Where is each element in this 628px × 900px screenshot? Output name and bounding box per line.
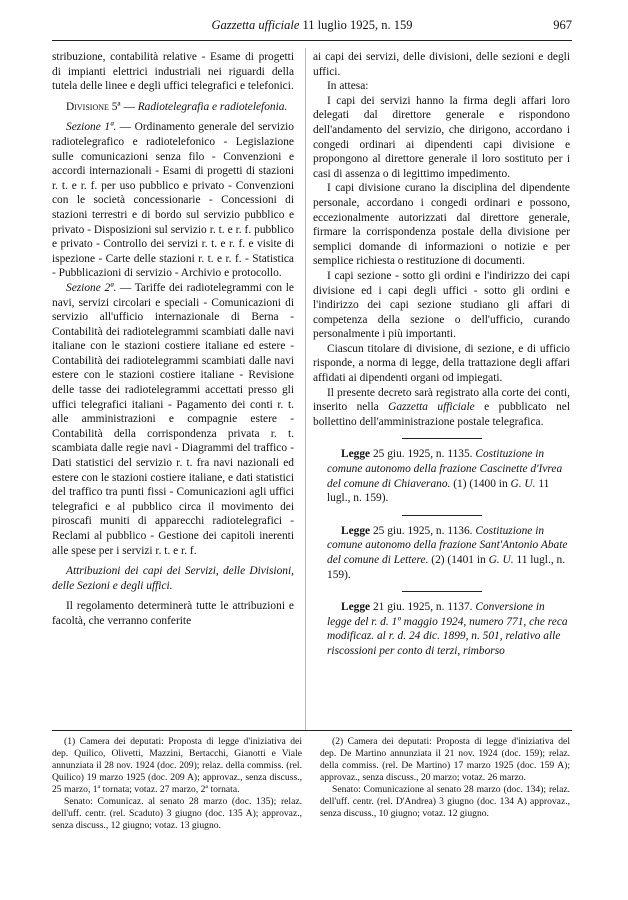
law-title: Costituzione in comune autonomo della frazione Sant'Antonio Abate del comune di Lettere. — [327, 524, 568, 566]
titolare-paragraph: Ciascun titolare di divisione, di sezione, e di ufficio risponde, a norma di legge, della trattazione degli affari affidati ai dipendenti organi od impiegati. — [313, 342, 570, 385]
running-title — [52, 18, 572, 33]
footnote-2-senato: Senato: Comunicazione al senato 28 marzo (doc. 134); relaz. dell'uff. centr. (rel. D'Andrea) 3 giugno (doc. 134 A) approvaz., senza discuss., 10 giugno; votaz. 12 giugno. — [320, 784, 570, 819]
footnote-1: (1) Camera dei deputati: Proposta di legge d'iniziativa dei dep. Quilico, Olivetti, Mazzini, Bertacchi, Gianotti e Viale annunziata il 28 nov. 1924 (doc. 209); relaz. della commiss. (rel. Quilico) 19 marzo 1925 (doc. 209 A); approvaz., senza discuss., 25 marzo, 1ª tornata; votaz. 27 marzo, 2ª tornata. — [52, 736, 302, 795]
right-column — [313, 50, 570, 659]
publication-name: Gazzetta ufficiale — [211, 18, 300, 32]
law-entry — [313, 524, 570, 582]
footnotes-left — [52, 736, 302, 832]
page-header — [52, 18, 572, 36]
footnote-rule — [52, 730, 572, 731]
continuation-paragraph: ai capi dei servizi, delle divisioni, delle sezioni e degli uffici. — [313, 51, 570, 78]
header-rule — [52, 40, 572, 41]
section-2-text: Tariffe dei radiotelegrammi con le navi, servizi circolari e speciali - Comunicazioni di servizio all'ufficio internazionale di Berna - Contabilità dei radiotelegrammi scambiati dalle navi italiane con le stazioni costiere italiane ed estere - Contabilità dei radiotelegrammi scambiati dalle navi estere con le stazioni costiere italiane - Revisione delle tasse dei radiotelegrammi accettati presso gli uffici telegrafici italiani - Pagamento dei conti r. t. alle amministrazioni e compagnie estere - Contabilità della corrispondenza privata r. t. scambiata dalle regie navi - Diagrammi del traffico - Dati statistici del servizio r. t. fra navi nazionali ed estere con le stazioni costiere italiane, e dati statistici del traffico tra punti fissi - Comunicazioni agli uffici telegrafici e al pubblico circa il movimento dei piroscafi muniti di apparecchi radiotelegrafici - Reclami al pubblico - Gestione dei capitoli inerenti alle spese per i servizi r. t. e r. f. — [52, 281, 294, 557]
law-gu: G. U. — [488, 554, 514, 566]
division-title: Radiotelegrafia e radiotelefonia. — [137, 100, 288, 113]
law-gu: G. U. — [510, 477, 536, 490]
section-separator — [402, 438, 482, 439]
section-2-paragraph: Sezione 2ª. — Tariffe dei radiotelegrammi con le navi, servizi circolari e speciali - Comunicazioni di servizio all'ufficio internazionale di Berna - Contabilità dei radiotelegrammi scambiati dalle navi italiane con le stazioni costiere italiane ed estere - Contabilità dei radiotelegrammi scambiati dalle navi estere con le stazioni costiere italiane - Revisione delle tasse dei radiotelegrammi accettati presso gli uffici telegrafici italiani - Pagamento dei conti r. t. alle amministrazioni e compagnie estere - Contabilità della corrispondenza privata r. t. scambiata dalle regie navi - Diagrammi del traffico - Dati statistici del servizio r. t. fra navi nazionali ed estere con le stazioni costiere italiane, e dati statistici del traffico tra punti fissi - Comunicazioni agli uffici telegrafici e al pubblico circa il movimento dei piroscafi muniti di apparecchi radiotelegrafici - Reclami al pubblico - Gestione dei capitoli inerenti alle spese per i servizi r. t. e r. f. — [52, 281, 294, 557]
law-title: Costituzione in comune autonomo della frazione Cascinette d'Ivrea del comune di Chiaverano. — [327, 448, 563, 490]
section-1-text: Ordinamento generale del servizio radiotelegrafico e radiotelefonico - Legislazione sulle comunicazioni senza filo - Convenzioni e accordi internazionali - Esami di progetti di stazioni r. t. e r. f. per uso pubblico e privato - Convenzioni con le società concessionarie - Concessioni di stazioni terrestri e di bordo sul servizio pubblico e privato - Disposizioni sul servizio r. t. e r. f. pubblico e privato - Controllo dei servizi r. t. e r. f. e visite di ispezione - Carte delle stazioni r. t. e r. f. - Statistica - Pubblicazioni di servizio - Archivio e protocollo. — [52, 121, 295, 280]
section-separator — [402, 515, 482, 516]
law-label: Legge — [341, 448, 371, 461]
law-label: Legge — [341, 524, 371, 537]
issue-date: 11 luglio 1925, n. 159 — [302, 18, 413, 32]
page-number: 967 — [553, 18, 572, 32]
capi-sezione-paragraph: I capi sezione - sotto gli ordini e l'indirizzo dei capi divisione ed i capi degli uffici - sotto gli ordini e l'indirizzo dei capi sezione studiano gli affari di competenza della sezione o dell'ufficio, curando personalmente i più importanti. — [313, 269, 570, 341]
law-entry — [313, 447, 570, 505]
division-heading: Divisione 5ª — Radiotelegrafia e radiotelefonia. — [66, 100, 288, 113]
law-note: (2) (1401 in — [431, 554, 486, 566]
attribuzioni-heading: Attribuzioni dei capi dei Servizi, delle Divisioni, delle Sezioni e degli uffici. — [52, 565, 294, 592]
law-entry — [313, 600, 570, 658]
footnotes-right — [320, 736, 570, 820]
law-publication: 11 lugl., n. 159). — [327, 477, 550, 505]
section-1-paragraph: Sezione 1ª. — Ordinamento generale del servizio radiotelegrafico e radiotelefonico - Legislazione sulle comunicazioni senza filo - Convenzioni e accordi internazionali - Esami di progetti di stazioni r. t. e r. f. per uso pubblico e privato - Convenzioni con le società concessionarie - Concessioni di stazioni terrestri e di bordo sul servizio pubblico e privato - Disposizioni sul servizio r. t. e r. f. pubblico e privato - Controllo dei servizi r. t. e r. f. e visite di ispezione - Carte delle stazioni r. t. e r. f. - Statistica - Pubblicazioni di servizio - Archivio e protocollo. — [52, 121, 295, 280]
in-attesa: In attesa: — [327, 80, 369, 93]
left-column — [52, 50, 294, 629]
law-label: Legge — [341, 601, 371, 614]
law-reference: 25 giu. 1925, n. 1135. — [372, 448, 473, 461]
capi-divisione-paragraph: I capi divisione curano la disciplina del dipendente personale, accordano i congedi ordinari e possono, eccezionalmente autorizzati dal direttore generale, firmare la corrispondenza postale della divisione per semplici domande di informazioni o notizie e per semplice richiesta o restituzione di documenti. — [313, 182, 570, 268]
division-label: Divisione 5ª — [66, 100, 121, 113]
law-title: Conversione in legge del r. d. 1º maggio 1924, numero 771, che reca modificaz. al r. d. 24 dic. 1899, n. 501, relativo alle riscossioni per conto di terzi, rimborso — [327, 601, 568, 657]
law-publication: 11 lugl., n. 159). — [327, 554, 566, 581]
registration-paragraph: Il presente decreto sarà registrato alla corte dei conti, inserito nella Gazzetta ufficiale e pubblicato nel bollettino dell'amministrazione postale telegrafica. — [313, 386, 570, 428]
gazzetta-reference: Gazzetta ufficiale — [388, 401, 475, 414]
section-separator — [402, 591, 482, 592]
intro-paragraph: stribuzione, contabilità relative - Esame di progetti di impianti elettrici industriali nei riguardi della tutela delle linee e degli uffici telegrafici e telefonici. — [52, 51, 294, 93]
law-reference: 21 giu. 1925, n. 1137. — [372, 601, 473, 614]
capi-servizi-paragraph: I capi dei servizi hanno la firma degli affari loro delegati dal direttore generale e rispondono dell'andamento del servizio, che dirigono, accordano i congedi ordinari ai dipendenti capi divisione e propongono al direttore generale il loro sostituto per i casi di assenza o di legittimo impedimento. — [313, 94, 570, 180]
law-note: (1) (1400 in — [453, 477, 508, 490]
footnote-2: (2) Camera dei deputati: Proposta di legge d'iniziativa del dep. De Martino annunziata il 21 nov. 1924 (doc. 159); relaz. della commiss. (rel. De Martino) 17 marzo 1925 (doc. 159 A); approvaz., senza discuss., 20 marzo; votaz. 26 marzo. — [320, 736, 570, 783]
column-divider — [305, 48, 306, 730]
attribuzioni-text: Il regolamento determinerà tutte le attribuzioni e facoltà, che verranno conferite — [52, 600, 294, 627]
law-reference: 25 giu. 1925, n. 1136. — [372, 524, 473, 537]
section-1-label: Sezione 1ª — [66, 121, 114, 134]
section-2-label: Sezione 2ª — [66, 281, 114, 294]
footnote-1-senato: Senato: Comunicaz. al senato 28 marzo (doc. 135); relaz. dell'uff. centr. (rel. Scaduto) 3 giugno (doc. 135 A); approvaz., senza discuss., 12 giugno; votaz. 13 giugno. — [52, 796, 302, 831]
